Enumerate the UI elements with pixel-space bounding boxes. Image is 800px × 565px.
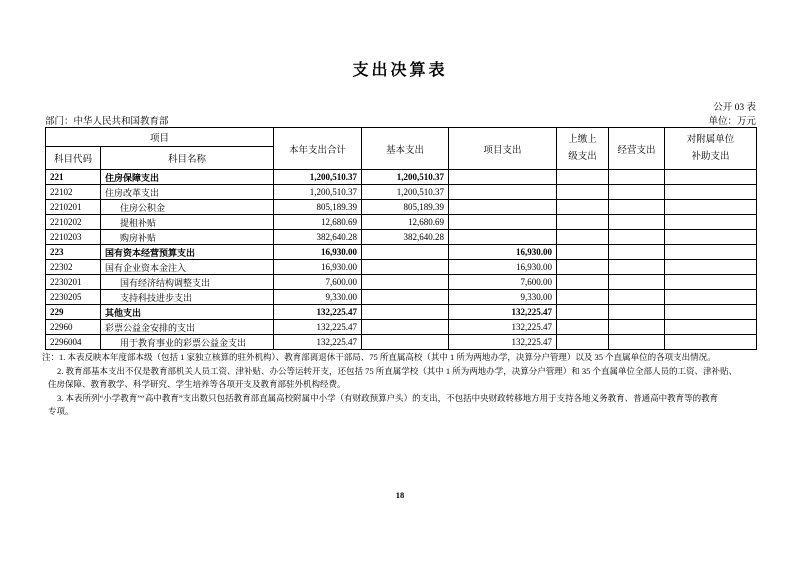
subsidy-cell bbox=[665, 200, 757, 215]
table-row bbox=[46, 215, 757, 230]
subject-name-cell: 其他支出 bbox=[101, 305, 274, 320]
table-body bbox=[46, 170, 757, 350]
turned-over-cell bbox=[557, 275, 609, 290]
turned-over-cell bbox=[557, 215, 609, 230]
subsidy-cell bbox=[665, 170, 757, 185]
table-row bbox=[46, 290, 757, 305]
operating-cell bbox=[609, 320, 665, 335]
total-cell: 382,640.28 bbox=[274, 230, 362, 245]
turned-over-cell bbox=[557, 200, 609, 215]
subject-name-cell: 购房补贴 bbox=[101, 230, 274, 245]
subsidy-cell bbox=[665, 215, 757, 230]
table-row bbox=[46, 185, 757, 200]
header-subject-name: 科目名称 bbox=[101, 147, 274, 170]
subject-name-cell: 国有资本经营预算支出 bbox=[101, 245, 274, 260]
project-cell bbox=[449, 215, 557, 230]
note-line: 2. 教育部基本支出不仅是教育部机关人员工资、津补贴、办公等运转开支，还包括 75 所直属学校（其中 1 所为两地办学，决算分户管理）和 35 个直属单位全部人员的工资、津补贴、 bbox=[57, 365, 738, 376]
table-row bbox=[46, 200, 757, 215]
subject-code-cell: 2230201 bbox=[46, 275, 101, 290]
total-cell: 16,930.00 bbox=[274, 260, 362, 275]
total-cell: 132,225.47 bbox=[274, 305, 362, 320]
subject-code-cell: 2210203 bbox=[46, 230, 101, 245]
header-subject-code: 科目代码 bbox=[46, 147, 101, 170]
subject-name-cell: 彩票公益金安排的支出 bbox=[101, 320, 274, 335]
operating-cell bbox=[609, 200, 665, 215]
operating-cell bbox=[609, 305, 665, 320]
turned-over-cell bbox=[557, 170, 609, 185]
total-cell: 9,330.00 bbox=[274, 290, 362, 305]
subject-name-cell: 用于教育事业的彩票公益金支出 bbox=[101, 335, 274, 350]
project-cell: 7,600.00 bbox=[449, 275, 557, 290]
basic-cell: 382,640.28 bbox=[362, 230, 449, 245]
header-project-group: 项目 bbox=[46, 128, 274, 147]
subject-name-cell: 国有经济结构调整支出 bbox=[101, 275, 274, 290]
header-operating: 经营支出 bbox=[609, 128, 665, 170]
subsidy-cell bbox=[665, 245, 757, 260]
header-subsidy bbox=[665, 128, 757, 170]
turned-over-cell bbox=[557, 290, 609, 305]
subsidy-cell bbox=[665, 335, 757, 350]
table-label: 公开 03 表 bbox=[713, 103, 756, 113]
note-line: 注：1. 本表反映本年度部本级（包括 1 家独立核算的驻外机构）、教育部离退休干部局、75 所直属高校（其中 1 所为两地办学，决算分户管理）以及 35 个直属单位的各项支出情况。 bbox=[42, 352, 716, 362]
subject-code-cell: 2296004 bbox=[46, 335, 101, 350]
project-cell bbox=[449, 185, 557, 200]
total-cell: 1,200,510.37 bbox=[274, 170, 362, 185]
subsidy-cell bbox=[665, 230, 757, 245]
total-cell: 7,600.00 bbox=[274, 275, 362, 290]
project-cell: 16,930.00 bbox=[449, 245, 557, 260]
basic-cell bbox=[362, 290, 449, 305]
turned-over-cell bbox=[557, 305, 609, 320]
project-cell: 132,225.47 bbox=[449, 335, 557, 350]
basic-cell bbox=[362, 275, 449, 290]
project-cell: 132,225.47 bbox=[449, 320, 557, 335]
note-line: 专项。 bbox=[48, 406, 74, 416]
operating-cell bbox=[609, 230, 665, 245]
notes bbox=[42, 351, 764, 419]
subject-code-cell: 22102 bbox=[46, 185, 101, 200]
subject-name-cell: 支持科技进步支出 bbox=[101, 290, 274, 305]
operating-cell bbox=[609, 185, 665, 200]
table-row bbox=[46, 230, 757, 245]
header-subsidy-label: 对附属单位补助支出 bbox=[686, 135, 735, 162]
subject-code-cell: 2210202 bbox=[46, 215, 101, 230]
table-row bbox=[46, 320, 757, 335]
subject-name-cell: 住房改革支出 bbox=[101, 185, 274, 200]
table-row bbox=[46, 245, 757, 260]
header-basic: 基本支出 bbox=[362, 128, 449, 170]
turned-over-cell bbox=[557, 320, 609, 335]
department-label: 部门：中华人民共和国教育部 bbox=[45, 117, 169, 127]
basic-cell bbox=[362, 245, 449, 260]
subsidy-cell bbox=[665, 305, 757, 320]
subsidy-cell bbox=[665, 260, 757, 275]
subject-name-cell: 住房公积金 bbox=[101, 200, 274, 215]
operating-cell bbox=[609, 170, 665, 185]
basic-cell bbox=[362, 335, 449, 350]
basic-cell: 1,200,510.37 bbox=[362, 170, 449, 185]
table-row bbox=[46, 260, 757, 275]
subject-code-cell: 2210201 bbox=[46, 200, 101, 215]
total-cell: 805,189.39 bbox=[274, 200, 362, 215]
project-cell bbox=[449, 200, 557, 215]
subject-code-cell: 223 bbox=[46, 245, 101, 260]
total-cell: 1,200,510.37 bbox=[274, 185, 362, 200]
subject-code-cell: 22302 bbox=[46, 260, 101, 275]
turned-over-cell bbox=[557, 335, 609, 350]
unit-label: 单位：万元 bbox=[708, 117, 756, 127]
project-cell: 16,930.00 bbox=[449, 260, 557, 275]
header-turned-over bbox=[557, 128, 609, 170]
table-row bbox=[46, 170, 757, 185]
project-cell bbox=[449, 170, 557, 185]
subject-name-cell: 国有企业资本金注入 bbox=[101, 260, 274, 275]
header-turned-over-label: 上缴上级支出 bbox=[568, 135, 597, 162]
note-line: 3. 本表所列“小学教育”“高中教育”支出数只包括教育部直属高校附属中小学（有财政预算户头）的支出，不包括中央财政转移地方用于支持各地义务教育、普通高中教育等的教育 bbox=[57, 392, 719, 403]
total-cell: 12,680.69 bbox=[274, 215, 362, 230]
table-row bbox=[46, 305, 757, 320]
operating-cell bbox=[609, 215, 665, 230]
operating-cell bbox=[609, 260, 665, 275]
project-cell: 132,225.47 bbox=[449, 305, 557, 320]
subsidy-cell bbox=[665, 275, 757, 290]
header-total: 本年支出合计 bbox=[274, 128, 362, 170]
subsidy-cell bbox=[665, 185, 757, 200]
subject-code-cell: 22960 bbox=[46, 320, 101, 335]
turned-over-cell bbox=[557, 260, 609, 275]
total-cell: 132,225.47 bbox=[274, 320, 362, 335]
subject-code-cell: 2230205 bbox=[46, 290, 101, 305]
basic-cell bbox=[362, 305, 449, 320]
subsidy-cell bbox=[665, 290, 757, 305]
operating-cell bbox=[609, 245, 665, 260]
basic-cell bbox=[362, 260, 449, 275]
basic-cell: 1,200,510.37 bbox=[362, 185, 449, 200]
basic-cell: 12,680.69 bbox=[362, 215, 449, 230]
total-cell: 132,225.47 bbox=[274, 335, 362, 350]
project-cell bbox=[449, 230, 557, 245]
table-row bbox=[46, 335, 757, 350]
meta-row bbox=[45, 113, 756, 127]
basic-cell: 805,189.39 bbox=[362, 200, 449, 215]
turned-over-cell bbox=[557, 245, 609, 260]
page-number: 18 bbox=[395, 490, 405, 500]
subsidy-cell bbox=[665, 320, 757, 335]
subject-code-cell: 229 bbox=[46, 305, 101, 320]
subject-name-cell: 提租补贴 bbox=[101, 215, 274, 230]
project-cell: 9,330.00 bbox=[449, 290, 557, 305]
turned-over-cell bbox=[557, 185, 609, 200]
operating-cell bbox=[609, 335, 665, 350]
subject-code-cell: 221 bbox=[46, 170, 101, 185]
page-title: 支出决算表 bbox=[352, 62, 448, 79]
basic-cell bbox=[362, 320, 449, 335]
note-line: 住房保障、教育教学、科学研究、学生培养等各项开支及教育部驻外机构经费。 bbox=[48, 379, 346, 389]
table-row bbox=[46, 275, 757, 290]
expenditure-table bbox=[45, 127, 757, 350]
table-header bbox=[46, 128, 757, 170]
operating-cell bbox=[609, 275, 665, 290]
total-cell: 16,930.00 bbox=[274, 245, 362, 260]
header-project: 项目支出 bbox=[449, 128, 557, 170]
operating-cell bbox=[609, 290, 665, 305]
turned-over-cell bbox=[557, 230, 609, 245]
subject-name-cell: 住房保障支出 bbox=[101, 170, 274, 185]
